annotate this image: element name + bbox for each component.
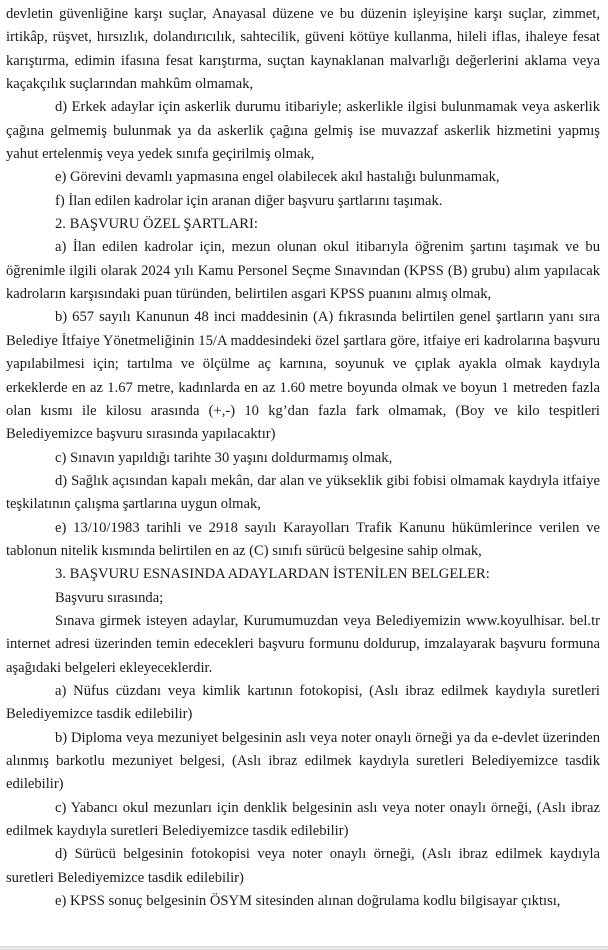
section-heading-required-documents: 3. BAŞVURU ESNASINDA ADAYLARDAN İSTENİLEN BELGELER: [55, 566, 490, 583]
paragraph-general-e-health: e) Görevini devamlı yapmasına engel olabilecek akıl hastalığı bulunmamak, [55, 169, 500, 186]
paragraph-docs-c-equivalence: c) Yabancı okul mezunları için denklik belgesinin aslı veya noter onaylı örneği, (Aslı ibraz edilmek kaydıyla suretleri Belediyemizce tasdik edilebilir) [6, 799, 600, 840]
paragraph-special-d-phobia: d) Sağlık açısından kapalı mekân, dar alan ve yükseklik gibi fobisi olmamak kaydıyla itfaiye teşkilatının çalışma şartlarına uygun olmak, [6, 472, 600, 513]
paragraph-general-f-other-conditions: f) İlan edilen kadrolar için aranan diğer başvuru şartlarını taşımak. [55, 192, 443, 209]
section-heading-special-conditions: 2. BAŞVURU ÖZEL ŞARTLARI: [55, 216, 258, 233]
paragraph-special-a-education-kpss: a) İlan edilen kadrolar için, mezun olunan okul itibarıyla öğrenim şartını taşımak ve bu öğrenimle ilgili olarak 2024 yılı Kamu Personel Seçme Sınavından (KPSS (B) grubu) alım yapılacak kadroların karşısındaki puan türünden, belirtilen asgari KPSS puanını almış olmak, [6, 239, 600, 303]
document-page [6, 3, 600, 913]
page-bottom-divider [0, 946, 608, 950]
paragraph-special-e-driver-license: e) 13/10/1983 tarihli ve 2918 sayılı Karayolları Trafik Kanunu hükümlerince verilen ve tablonun nitelik kısmında belirtilen en az (C) sınıfı sürücü belgesine sahip olmak, [6, 519, 600, 559]
paragraph-docs-d-driver-license-copy: d) Sürücü belgesinin fotokopisi veya noter onaylı örneği, (Aslı ibraz edilmek kaydıyla suretleri Belediyemizce tasdik edilebilir) [6, 846, 600, 886]
paragraph-crimes-continued: devletin güvenliğine karşı suçlar, Anayasal düzene ve bu düzenin işleyişine karşı suçlar, zimmet, irtikâp, rüşvet, hırsızlık, dolandırıcılık, sahtecilik, güveni kötüye kullanma, hileli iflas, ihaleye fesat karıştırma, edimin ifasına fesat karıştırma, suçtan kaynaklanan malvarlığı değerlerini aklama veya kaçakçılık suçlarından mahkûm olmamak, [6, 6, 600, 93]
paragraph-docs-a-id-card: a) Nüfus cüzdanı veya kimlik kartının fotokopisi, (Aslı ibraz edilmek kaydıyla suretleri Belediyemizce tasdik edilebilir) [6, 682, 600, 723]
paragraph-application-instructions: Sınava girmek isteyen adaylar, Kurumumuzdan veya Belediyemizin www.koyulhisar. bel.tr internet adresi üzerinden temin edecekleri başvuru formunu doldurup, imzalayarak başvuru formuna aşağıdaki belgeleri ekleyeceklerdir. [6, 612, 600, 676]
paragraph-during-application: Başvuru sırasında; [55, 589, 164, 606]
paragraph-special-c-age: c) Sınavın yapıldığı tarihte 30 yaşını doldurmamış olmak, [55, 449, 393, 466]
paragraph-docs-e-kpss-result: e) KPSS sonuç belgesinin ÖSYM sitesinden alınan doğrulama kodlu bilgisayar çıktısı, [55, 893, 561, 910]
paragraph-general-d-military-status: d) Erkek adaylar için askerlik durumu itibariyle; askerlikle ilgisi bulunmamak veya askerlik çağına gelmemiş bulunmak ya da askerlik çağına gelmiş ise muvazzaf askerlik hizmetini yapmış yahut ertelenmiş veya yedek sınıfa geçirilmiş olmak, [6, 99, 600, 163]
paragraph-docs-b-diploma: b) Diploma veya mezuniyet belgesinin aslı veya noter onaylı örneği ya da e-devlet üzerinden alınmış barkotlu mezuniyet belgesi, (Aslı ibraz edilmek kaydıyla suretleri Belediyemizce tasdik edilebilir) [6, 729, 600, 793]
paragraph-special-b-height-weight: b) 657 sayılı Kanunun 48 inci maddesinin (A) fıkrasında belirtilen genel şartların yanı sıra Belediye İtfaiye Yönetmeliğinin 15/A maddesindeki özel şartlara göre, itfaiye eri kadrolarına başvuru yapılabilmesi için; tartılma ve ölçülme aç karnına, soyunuk ve çıplak ayakla olmak kaydıyla erkeklerde en az 1.67 metre, kadınlarda en az 1.60 metre boyunda olmak ve boyun 1 metreden fazla olan kısmı ile kilosu arasında (+,-) 10 kg’dan fazla fark olmamak, (Boy ve kilo tespitleri Belediyemizce başvuru sırasında yapılacaktır) [6, 309, 600, 443]
